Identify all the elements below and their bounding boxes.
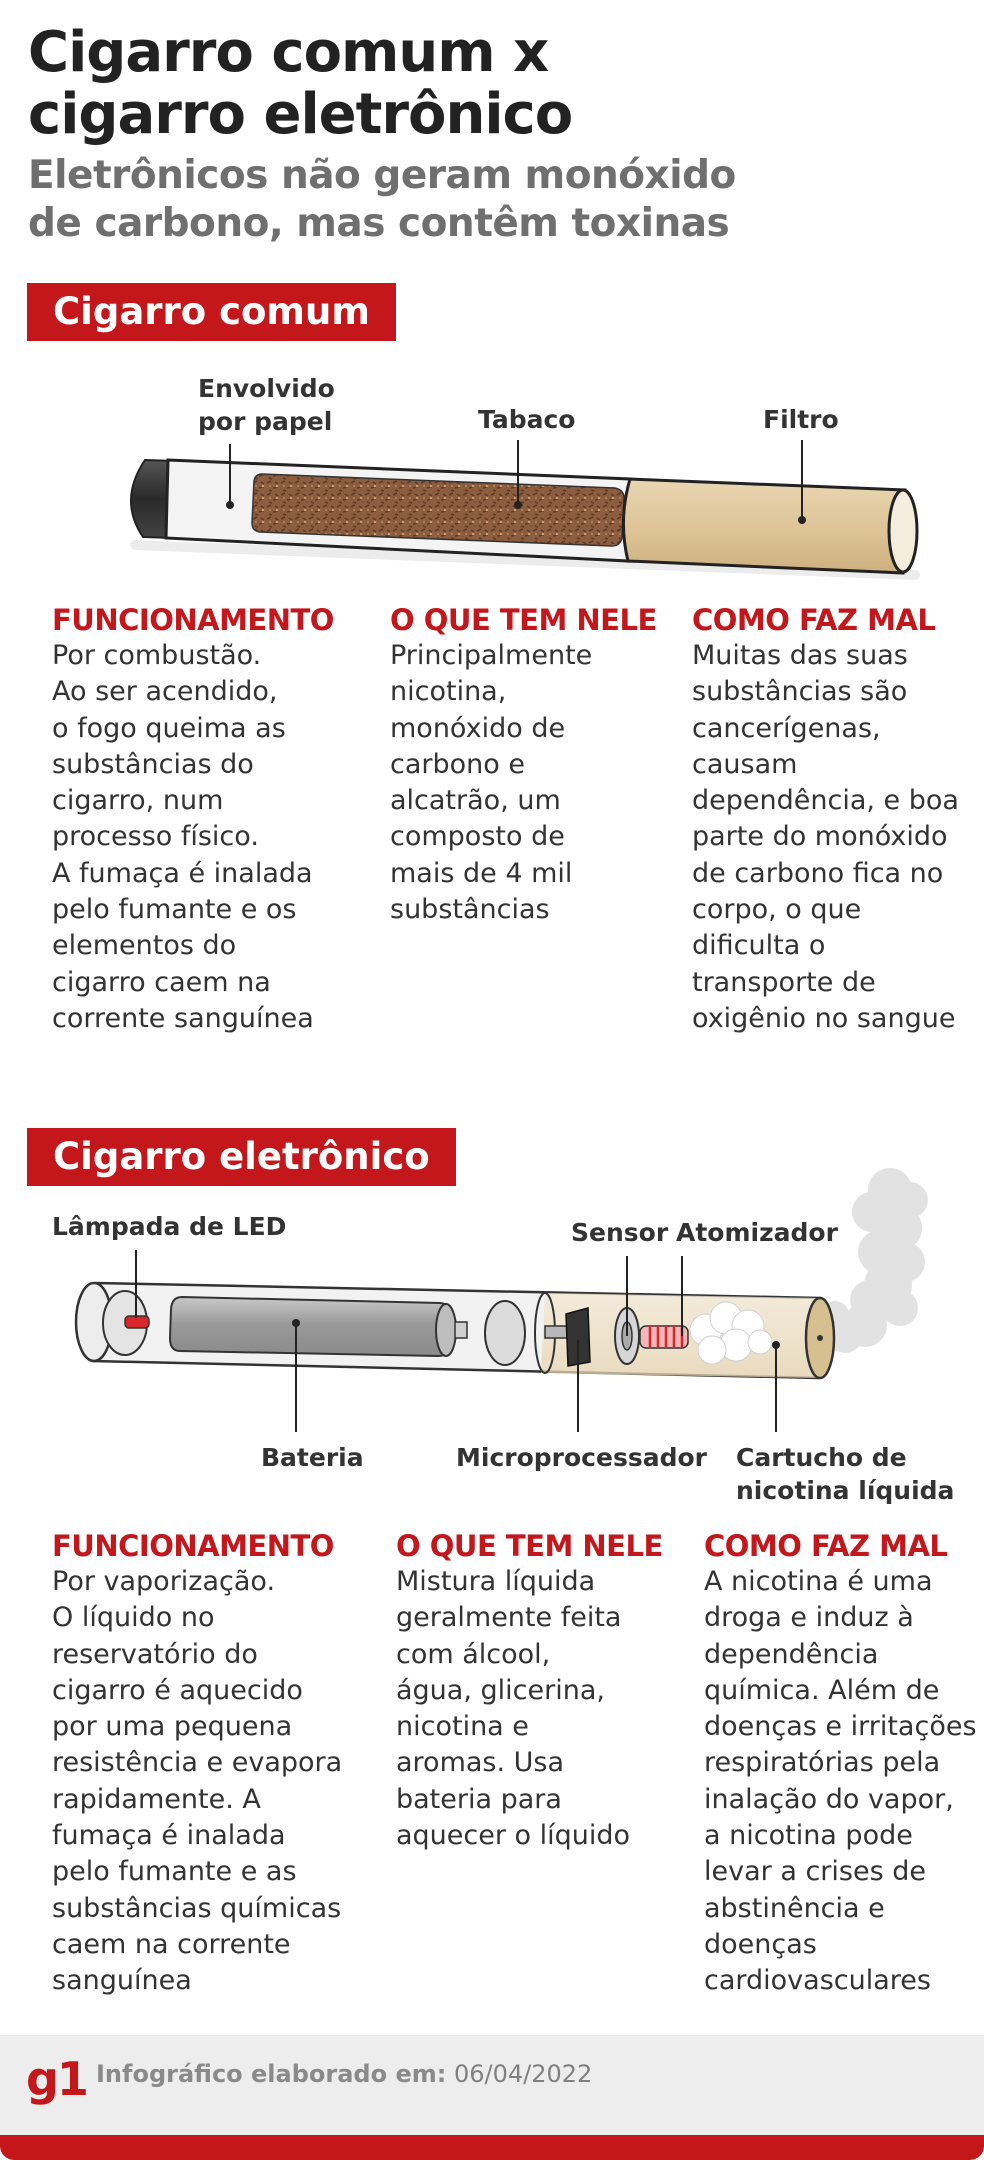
text-line: causam — [692, 748, 798, 780]
text-line: por uma pequena — [52, 1711, 293, 1743]
battery-terminal — [455, 1322, 467, 1338]
label-bateria: Bateria — [261, 1443, 364, 1472]
text-line: transporte de — [692, 966, 876, 998]
text-line: inalação do vapor, — [704, 1783, 954, 1815]
microprocessor-pin — [545, 1326, 567, 1338]
text-line: nicotina, — [390, 676, 507, 708]
title-line-1: Cigarro comum x — [28, 20, 549, 85]
label-cartucho — [736, 1441, 954, 1507]
text-line: composto de — [390, 821, 565, 853]
g1-logo[interactable]: g1 — [26, 2052, 87, 2106]
text-line: respiratórias pela — [704, 1747, 941, 1779]
battery — [170, 1297, 452, 1356]
text-line: Muitas das suas — [692, 640, 908, 671]
text-line: cigarro caem na — [52, 966, 271, 998]
eletronico-heading-o-que-tem: O QUE TEM NELE — [396, 1529, 663, 1563]
label-atomizador: Atomizador — [676, 1218, 838, 1247]
label-cartucho-line-1: Cartucho de — [736, 1443, 907, 1472]
eletronico-heading-funcionamento: FUNCIONAMENTO — [52, 1529, 334, 1563]
label-lampada-led: Lâmpada de LED — [52, 1212, 287, 1241]
comum-column-como-faz-mal — [692, 602, 982, 1037]
cigarette-filter-end — [889, 490, 917, 572]
text-line: dependência — [704, 1638, 879, 1670]
eletronico-column-como-faz-mal — [704, 1528, 984, 2000]
cigarette-illustration — [0, 420, 984, 590]
text-line: água, glicerina, — [396, 1674, 605, 1706]
comum-column-o-que-tem — [390, 602, 680, 928]
text-line: caem na corrente — [52, 1928, 291, 1960]
text-line: resistência e evapora — [52, 1747, 343, 1779]
text-line: cigarro é aquecido — [52, 1674, 303, 1706]
text-line: A nicotina é uma — [704, 1566, 933, 1597]
text-line: parte do monóxido — [692, 821, 948, 853]
text-line: alcatrão, um — [390, 785, 561, 817]
eletronico-text-o-que-tem — [396, 1564, 696, 1854]
text-line: dependência, e boa — [692, 785, 959, 817]
text-line: A fumaça é inalada — [52, 857, 313, 889]
title-line-2: cigarro eletrônico — [28, 82, 573, 147]
e-cigarette-illustration — [0, 1160, 984, 1450]
label-sensor: Sensor — [571, 1218, 669, 1247]
text-line: cigarro, num — [52, 785, 224, 817]
text-line: corpo, o que — [692, 894, 862, 926]
comum-text-como-faz-mal — [692, 638, 982, 1037]
text-line: aromas. Usa — [396, 1747, 565, 1779]
text-line: Por combustão. — [52, 640, 262, 671]
text-line: droga e induz à — [704, 1602, 914, 1634]
cigarette-filter — [623, 479, 905, 573]
footer-date: 06/04/2022 — [453, 2060, 593, 2088]
leader-dot-tabaco — [514, 501, 522, 509]
text-line: geralmente feita — [396, 1602, 622, 1634]
text-line: Principalmente — [390, 640, 593, 671]
comum-column-funcionamento — [52, 602, 372, 1037]
section-tag-cigarro-comum: Cigarro comum — [27, 283, 396, 341]
label-cartucho-line-2: nicotina líquida — [736, 1476, 955, 1505]
text-line: rapidamente. A — [52, 1783, 261, 1815]
text-line: carbono e — [390, 748, 525, 780]
text-line: nicotina e — [396, 1711, 529, 1743]
text-line: substâncias químicas — [52, 1892, 342, 1924]
label-filtro: Filtro — [763, 405, 839, 434]
text-line: Por vaporização. — [52, 1566, 276, 1597]
leader-dot-papel — [226, 501, 234, 509]
text-line: o fogo queima as — [52, 712, 286, 744]
text-line: abstinência e — [704, 1892, 885, 1924]
text-line: substâncias do — [52, 748, 254, 780]
spacer-disk — [485, 1301, 525, 1365]
subtitle-line-2: de carbono, mas contêm toxinas — [28, 201, 730, 246]
comum-text-o-que-tem — [390, 638, 680, 928]
text-line: substâncias são — [692, 676, 908, 708]
text-line: reservatório do — [52, 1638, 258, 1670]
vapor-smoke — [821, 1168, 928, 1353]
text-line: Mistura líquida — [396, 1566, 596, 1597]
text-line: doenças e irritações — [704, 1711, 977, 1743]
footer-red-bar — [0, 2135, 984, 2160]
comum-heading-funcionamento: FUNCIONAMENTO — [52, 603, 334, 637]
text-line: oxigênio no sangue — [692, 1002, 956, 1034]
comum-heading-o-que-tem: O QUE TEM NELE — [390, 603, 657, 637]
text-line: de carbono fica no — [692, 857, 944, 889]
text-line: a nicotina pode — [704, 1820, 913, 1852]
text-line: cancerígenas, — [692, 712, 881, 744]
mouthpiece-hole — [817, 1335, 823, 1341]
eletronico-text-como-faz-mal — [704, 1564, 984, 2000]
leader-dot-bateria — [292, 1319, 300, 1327]
comum-heading-como-faz-mal: COMO FAZ MAL — [692, 603, 936, 637]
text-line: monóxido de — [390, 712, 566, 744]
page-subtitle — [28, 152, 928, 248]
text-line: aquecer o líquido — [396, 1820, 631, 1852]
text-line: O líquido no — [52, 1602, 215, 1634]
label-papel-line-2: por papel — [198, 407, 333, 436]
eletronico-column-funcionamento — [52, 1528, 382, 2000]
text-line: pelo fumante e as — [52, 1856, 297, 1888]
text-line: mais de 4 mil — [390, 857, 573, 889]
text-line: sanguínea — [52, 1965, 192, 1997]
text-line: química. Além de — [704, 1674, 940, 1706]
eletronico-text-funcionamento — [52, 1564, 382, 2000]
eletronico-column-o-que-tem — [396, 1528, 696, 1854]
text-line: bateria para — [396, 1783, 562, 1815]
text-line: processo físico. — [52, 821, 259, 853]
comum-text-funcionamento — [52, 638, 372, 1037]
label-tabaco: Tabaco — [478, 405, 576, 434]
text-line: levar a crises de — [704, 1856, 926, 1888]
text-line: com álcool, — [396, 1638, 551, 1670]
section-tag-cigarro-eletronico: Cigarro eletrônico — [27, 1128, 456, 1186]
label-microprocessador: Microprocessador — [456, 1443, 707, 1472]
subtitle-line-1: Eletrônicos não geram monóxido — [28, 153, 736, 198]
text-line: Ao ser acendido, — [52, 676, 278, 708]
page-title — [28, 22, 928, 146]
label-papel-line-1: Envolvido — [198, 374, 335, 403]
text-line: dificulta o — [692, 930, 826, 962]
leader-dot-cartucho — [772, 1341, 780, 1349]
footer-info — [96, 2060, 592, 2088]
text-line: elementos do — [52, 930, 237, 962]
text-line: fumaça é inalada — [52, 1820, 286, 1852]
text-line: doenças — [704, 1928, 817, 1960]
leader-dot-filtro — [798, 516, 806, 524]
battery-cap — [436, 1304, 456, 1356]
footer-label: Infográfico elaborado em: — [96, 2060, 447, 2088]
text-line: cardiovasculares — [704, 1965, 931, 1997]
text-line: pelo fumante e os — [52, 894, 297, 926]
text-line: substâncias — [390, 894, 550, 926]
text-line: corrente sanguínea — [52, 1002, 314, 1034]
eletronico-heading-como-faz-mal: COMO FAZ MAL — [704, 1529, 948, 1563]
